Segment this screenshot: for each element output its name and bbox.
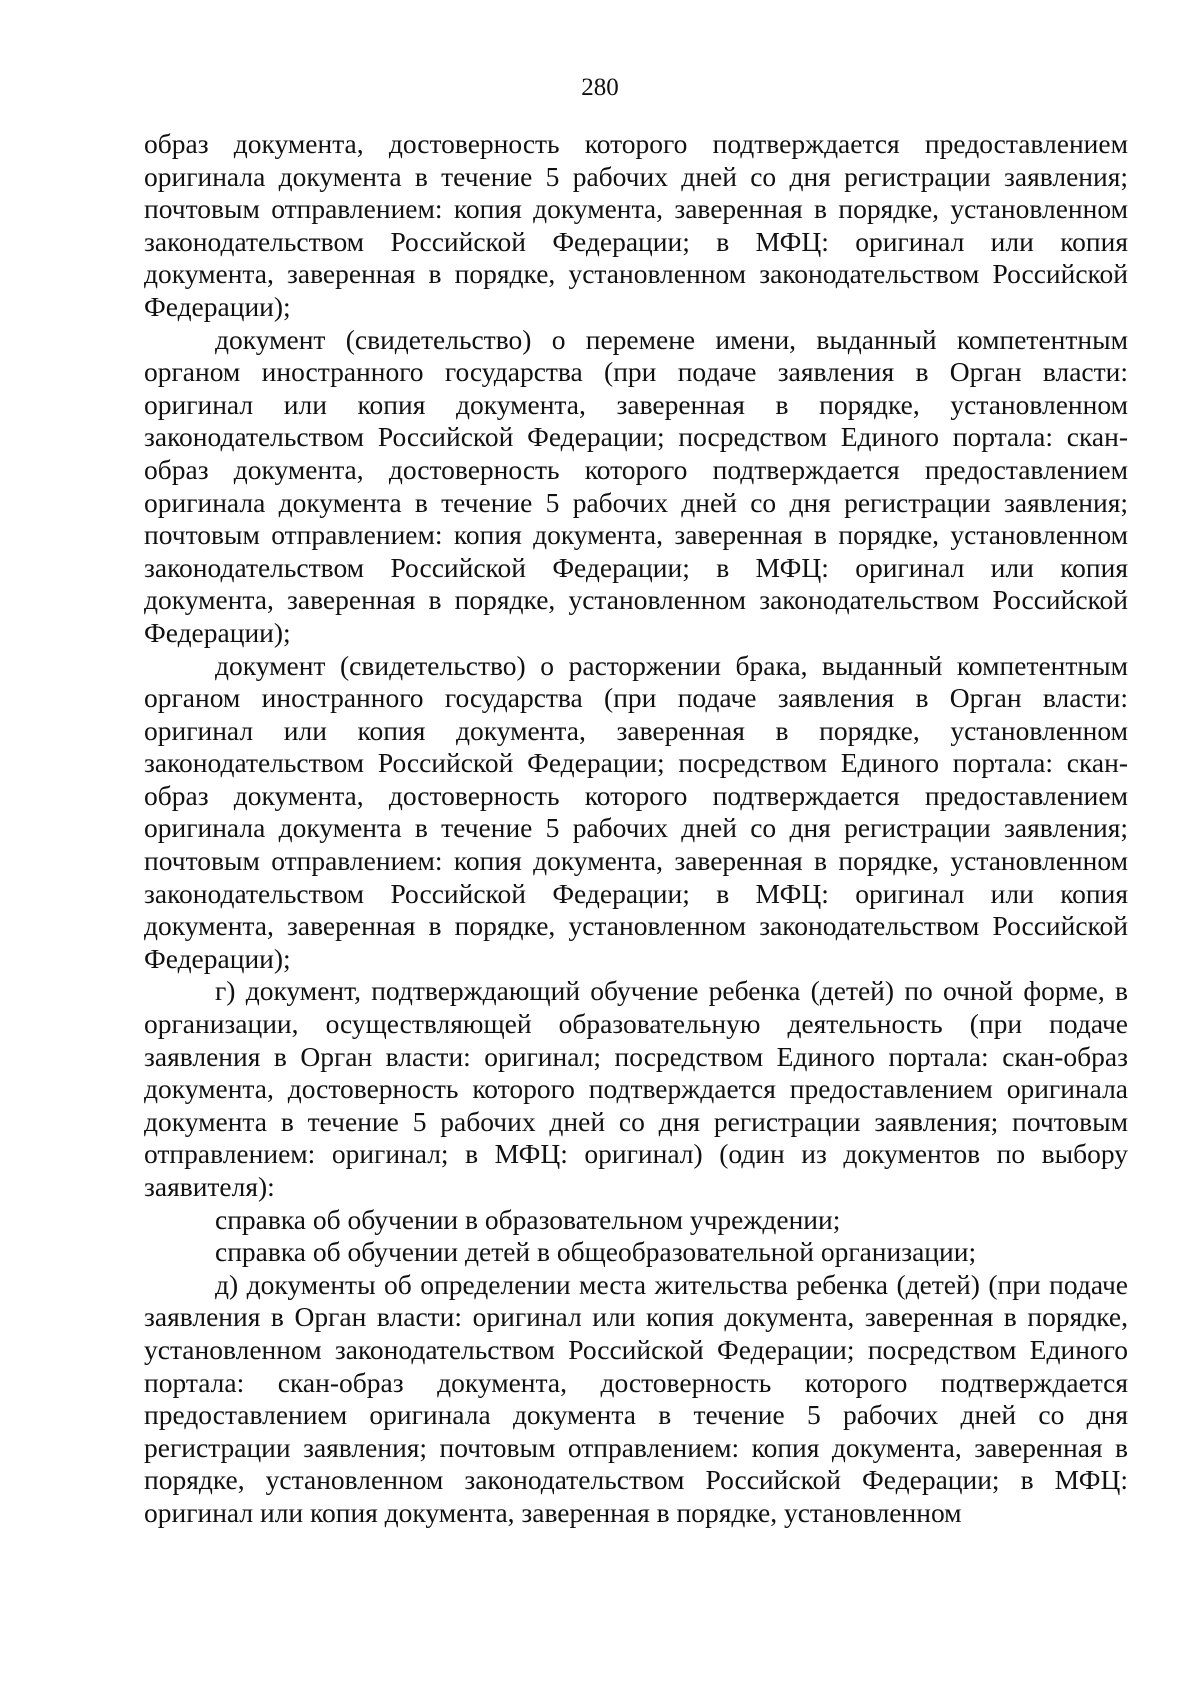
paragraph-item-d: д) документы об определении места жительства ребенка (детей) (при подаче заявления в Орган власти: оригинал или копия документа, заверенная в порядке, установленном законодательством Российской Федерации; посредством Единого портала: скан-образ документа, достоверность которого подтверждается предоставлением оригинала документа в течение 5 рабочих дней со дня регистрации заявления; почтовым отправлением: копия документа, заверенная в порядке, установленном законодательством Российской Федерации; в МФЦ: оригинал или копия документа, заверенная в порядке, установленном <box>144 1268 1128 1528</box>
paragraph-name-change-document: документ (свидетельство) о перемене имени, выданный компетентным органом иностранного государства (при подаче заявления в Орган власти: оригинал или копия документа, заверенная в порядке, установленном законодательством Российской Федерации; посредством Единого портала: скан-образ документа, достоверность которого подтверждается предоставлением оригинала документа в течение 5 рабочих дней со дня регистрации заявления; почтовым отправлением: копия документа, заверенная в порядке, установленном законодательством Российской Федерации; в МФЦ: оригинал или копия документа, заверенная в порядке, установленном законодательством Российской Федерации); <box>144 323 1128 648</box>
list-item: справка об обучении в образовательном учреждении; <box>215 1203 841 1235</box>
page-number: 280 <box>581 74 619 101</box>
paragraph-divorce-document: документ (свидетельство) о расторжении брака, выданный компетентным органом иностранного государства (при подаче заявления в Орган власти: оригинал или копия документа, заверенная в порядке, установленном законодательством Российской Федерации; посредством Единого портала: скан-образ документа, достоверность которого подтверждается предоставлением оригинала документа в течение 5 рабочих дней со дня регистрации заявления; почтовым отправлением: копия документа, заверенная в порядке, установленном законодательством Российской Федерации; в МФЦ: оригинал или копия документа, заверенная в порядке, установленном законодательством Российской Федерации); <box>144 649 1128 974</box>
paragraph-continuation: образ документа, достоверность которого подтверждается предоставлением оригинала документа в течение 5 рабочих дней со дня регистрации заявления; почтовым отправлением: копия документа, заверенная в порядке, установленном законодательством Российской Федерации; в МФЦ: оригинал или копия документа, заверенная в порядке, установленном законодательством Российской Федерации); <box>144 128 1128 322</box>
paragraph-item-g: г) документ, подтверждающий обучение ребенка (детей) по очной форме, в организации, осуществляющей образовательную деятельность (при подаче заявления в Орган власти: оригинал; посредством Единого портала: скан-образ документа, достоверность которого подтверждается предоставлением оригинала документа в течение 5 рабочих дней со дня регистрации заявления; почтовым отправлением: оригинал; в МФЦ: оригинал) (один из документов по выбору заявителя): <box>144 975 1128 1202</box>
list-item: справка об обучении детей в общеобразовательной организации; <box>215 1236 977 1268</box>
document-body <box>144 128 1128 1530</box>
